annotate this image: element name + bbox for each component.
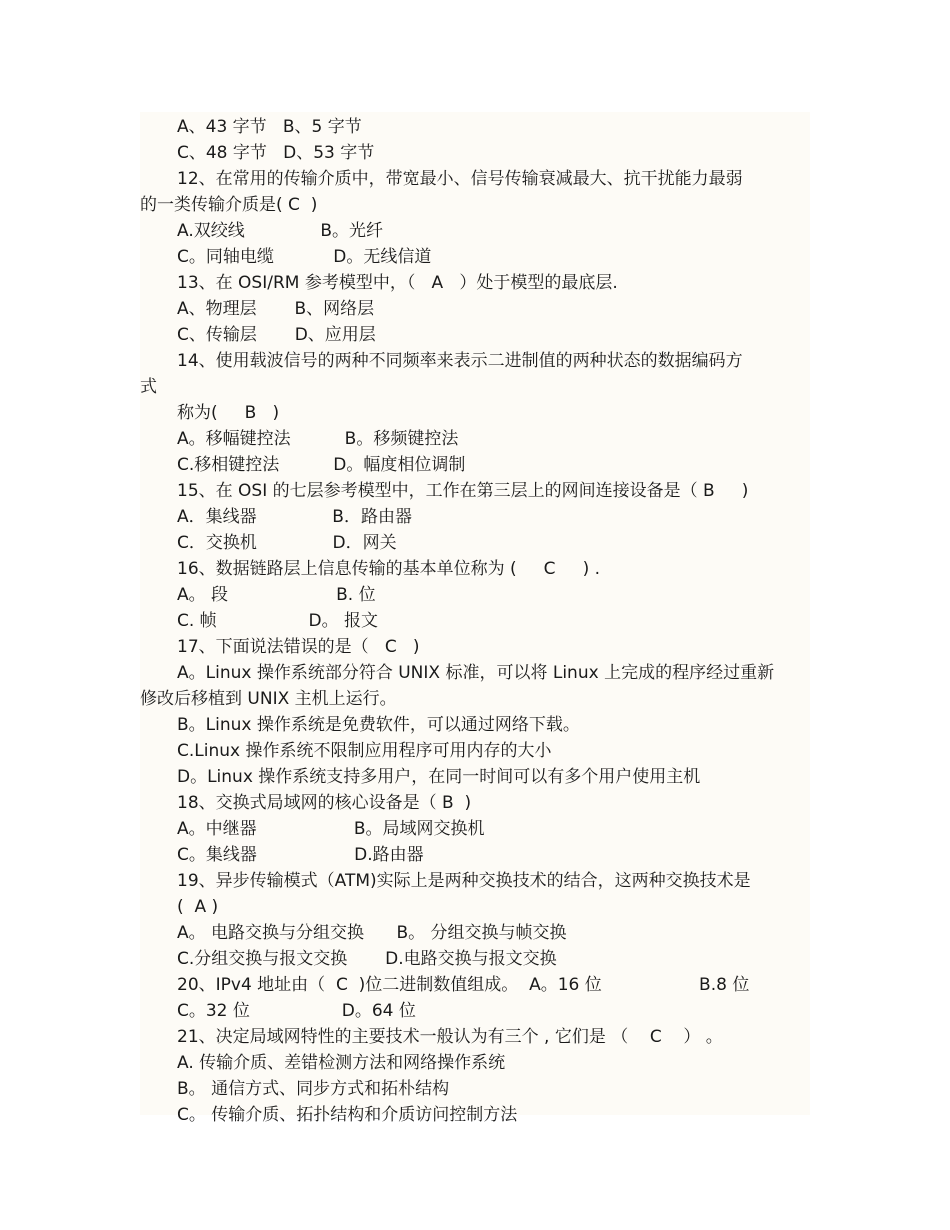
text-line: C.分组交换与报文交换 D.电路交换与报文交换 [177,949,557,969]
text-line: B。 通信方式、同步方式和拓朴结构 [177,1079,450,1099]
text-line: C．交换机 D．网关 [177,533,397,553]
text-line: 称为( B ) [177,403,280,423]
question-21: 21、决定局域网特性的主要技术一般认为有三个 , 它们是 （ C ） 。 [177,1027,723,1047]
text-line: C.移相键控法 D。幅度相位调制 [177,455,466,475]
text-line: A. 传输介质、差错检测方法和网络操作系统 [177,1053,506,1073]
document-page [140,112,810,1125]
text-line: C。 传输介质、拓扑结构和介质访问控制方法 [177,1105,518,1125]
question-17: 17、下面说法错误的是（ C ) [177,637,420,657]
text-line: C。32 位 D。64 位 [177,1001,416,1021]
question-19: 19、异步传输模式（ATM)实际上是两种交换技术的结合，这两种交换技术是 [177,871,751,891]
text-line: 式 [140,377,157,397]
text-line: C. 帧 D。 报文 [177,611,379,631]
text-line: C、传输层 D、应用层 [177,325,376,345]
text-line: A、物理层 B、网络层 [177,299,375,319]
text-line: A。Linux 操作系统部分符合 UNIX 标准，可以将 Linux 上完成的程序经过重新 [177,663,775,683]
text-line: C。同轴电缆 D。无线信道 [177,247,432,267]
question-16: 16、数据链路层上信息传输的基本单位称为 ( C ) . [177,559,601,579]
text-line: A。 电路交换与分组交换 B。 分组交换与帧交换 [177,923,567,943]
question-15: 15、在 OSI 的七层参考模型中，工作在第三层上的网间连接设备是（ B ) [177,481,749,501]
text-line: A。 段 B. 位 [177,585,376,605]
text-line: C、48 字节 D、53 字节 [177,143,375,163]
text-line: C。集线器 D.路由器 [177,845,424,865]
question-14: 14、使用载波信号的两种不同频率来表示二进制值的两种状态的数据编码方 [177,351,743,371]
text-line: 的一类传输介质是( C ) [140,195,318,215]
text-line: A.双绞线 B。光纤 [177,221,384,241]
text-line: C.Linux 操作系统不限制应用程序可用内存的大小 [177,741,552,761]
text-line: D。Linux 操作系统支持多用户，在同一时间可以有多个用户使用主机 [177,767,701,787]
text-line: 修改后移植到 UNIX 主机上运行。 [140,689,397,709]
question-12: 12、在常用的传输介质中，带宽最小、信号传输衰减最大、抗干扰能力最弱 [177,169,743,189]
text-line: A．集线器 B．路由器 [177,507,412,527]
text-line: A。中继器 B。局域网交换机 [177,819,485,839]
question-13: 13、在 OSI/RM 参考模型中，（ A ）处于模型的最底层. [177,273,618,293]
text-line: A。移幅键控法 B。移频键控法 [177,429,459,449]
question-18: 18、交换式局域网的核心设备是（ B ) [177,793,472,813]
text-line: ( A ) [177,897,219,917]
text-line: A、43 字节 B、5 字节 [177,117,362,137]
text-line: B。Linux 操作系统是免费软件，可以通过网络下载。 [177,715,580,735]
question-20: 20、IPv4 地址由（ C )位二进制数值组成。 A。16 位 B.8 位 [177,975,750,995]
